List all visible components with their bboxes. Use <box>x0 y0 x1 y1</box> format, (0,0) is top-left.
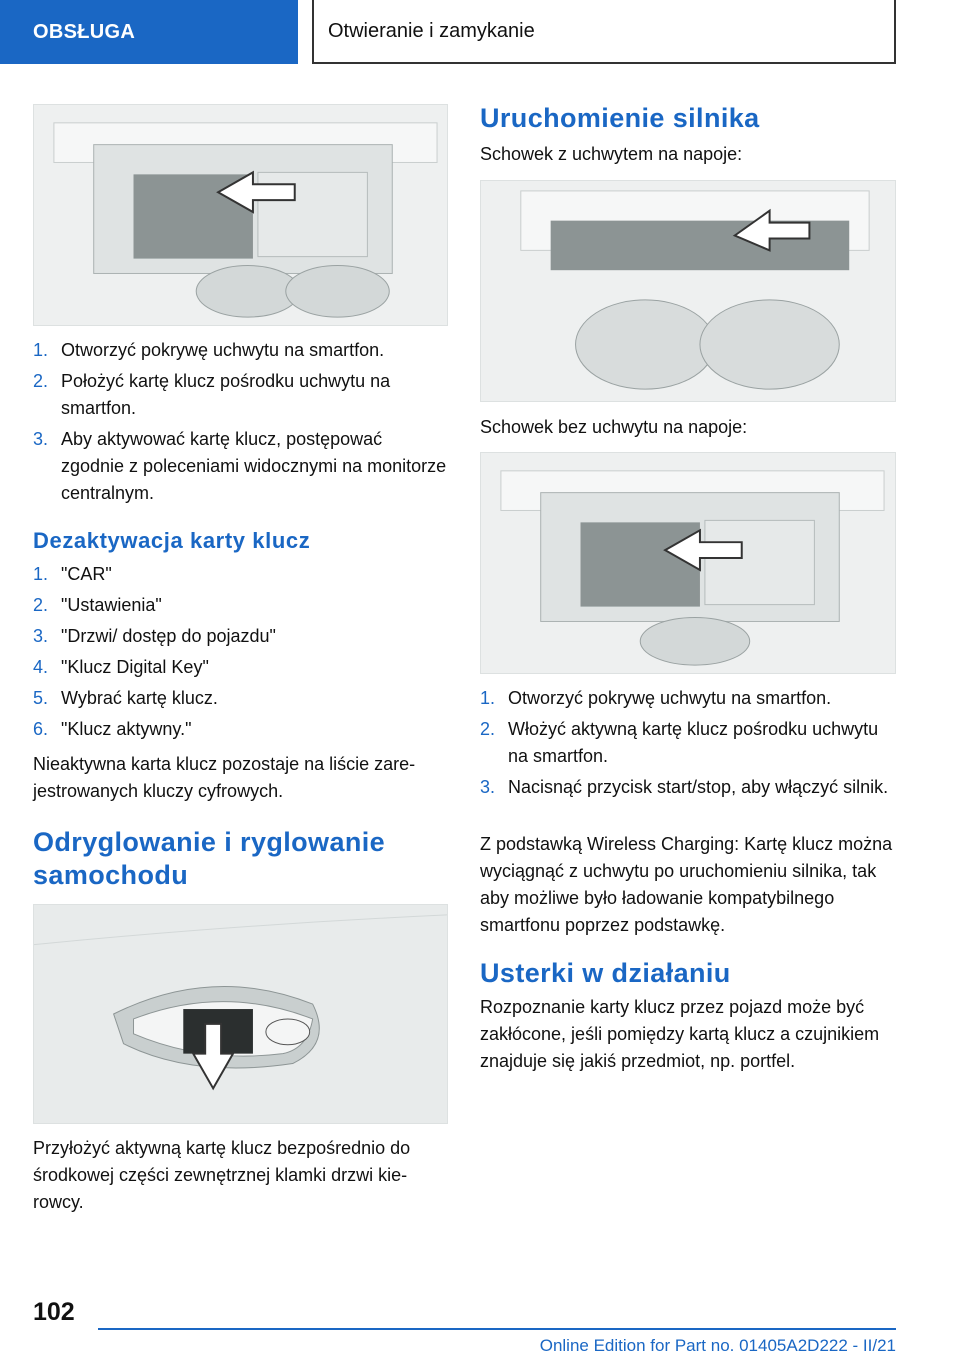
wireless-charging-text: Z podstawką Wireless Charging: Kartę klucz można wyciągnąć z uchwytu po uruchomieniu silnika, tak aby możliwe było ładowanie kompatybilnego smartfonu poprzez podstawkę. <box>480 834 893 935</box>
console-illustration <box>34 105 447 325</box>
list-item: 5. Wybrać kartę klucz. <box>33 688 218 708</box>
tray-with-cupholder-illustration <box>481 181 895 401</box>
page-number: 102 <box>33 1298 75 1326</box>
deactivation-steps <box>33 561 448 747</box>
deactivate-heading: Dezaktywacja karty klucz <box>33 528 311 553</box>
faults-text: Rozpoznanie karty klucz przez pojazd może być zakłócone, jeśli pomiędzy kartą klucz a czujnikiem znajduje się jakiś przedmiot, np. portfel. <box>480 997 880 1071</box>
deactivate-note: Nieaktywna karta klucz pozostaje na liście zarejestrowanych kluczy cyfrowych. <box>33 754 416 801</box>
door-handle-figure <box>33 904 448 1124</box>
edition-text: Online Edition for Part no. 01405A2D222 - II/21 <box>539 1336 896 1355</box>
list-item: 1. "CAR" <box>33 564 112 584</box>
list-item: 1. Otworzyć pokrywę uchwytu na smartfon. <box>33 340 385 360</box>
start-steps <box>480 685 896 805</box>
list-item: 2. Włożyć aktywną kartę klucz pośrodku uchwytu na smartfon. <box>480 719 879 766</box>
without-cupholder-label: Schowek bez uchwytu na napoje: <box>480 417 748 437</box>
tray-without-cupholder-illustration <box>481 453 895 673</box>
section-tab: OBSŁUGA <box>0 0 298 64</box>
list-item: 3. Aby aktywować kartę klucz, postępować zgodnie z poleceniami widocznymi na monitorze centralnym. <box>33 429 447 503</box>
unlock-heading: Odryglowanie i ryglowanie samochodu <box>33 827 386 890</box>
unlock-text: Przyłożyć aktywną kartę klucz bezpośrednio do środkowej części zewnętrznej klamki drzwi kierowcy. <box>33 1138 411 1212</box>
activation-steps <box>33 337 448 511</box>
faults-heading: Usterki w działaniu <box>480 958 731 988</box>
list-item: 1. Otworzyć pokrywę uchwytu na smartfon. <box>480 688 832 708</box>
tray-with-cupholder-figure <box>480 180 896 402</box>
door-handle-illustration <box>34 905 447 1123</box>
list-item: 2. "Ustawienia" <box>33 595 162 615</box>
tray-without-cupholder-figure <box>480 452 896 674</box>
start-engine-heading: Uruchomienie silnika <box>480 103 760 133</box>
console-smartphone-tray-figure <box>33 104 448 326</box>
chapter-title: Otwieranie i zamykanie <box>312 0 896 64</box>
list-item: 4. "Klucz Digital Key" <box>33 657 209 677</box>
with-cupholder-label: Schowek z uchwytem na napoje: <box>480 144 743 164</box>
list-item: 3. "Drzwi/ dostęp do pojazdu" <box>33 626 276 646</box>
list-item: 2. Położyć kartę klucz pośrodku uchwytu na smartfon. <box>33 371 391 418</box>
list-item: 3. Nacisnąć przycisk start/stop, aby włączyć silnik. <box>480 777 889 797</box>
list-item: 6. "Klucz aktywny." <box>33 719 192 739</box>
